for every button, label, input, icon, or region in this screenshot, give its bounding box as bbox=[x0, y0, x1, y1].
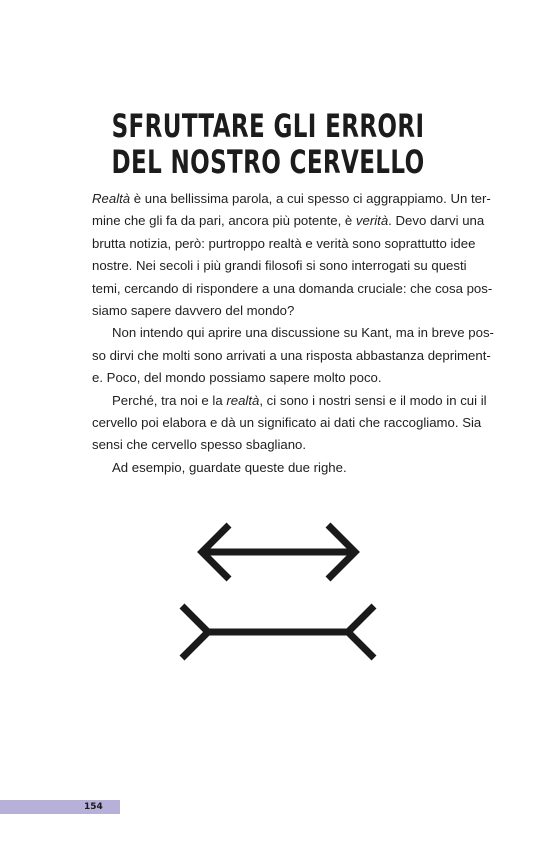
text-line: brutta notizia, però: purtroppo realtà e verità sono soprattutto idee bbox=[92, 235, 476, 251]
arrowheads-inward-line bbox=[182, 606, 374, 658]
arrowheads-outward-line bbox=[202, 525, 355, 579]
text-line: Non intendo qui aprire una discussione su Kant, ma in breve pos- bbox=[112, 325, 494, 341]
page-number: 154 bbox=[84, 802, 103, 812]
text-line: so dirvi che molti sono arrivati a una risposta abbastanza depriment- bbox=[92, 347, 491, 363]
text-line: e. Poco, del mondo possiamo sapere molto poco. bbox=[92, 370, 382, 386]
italic-term: realtà bbox=[226, 392, 260, 408]
text-line: sensi che cervello spesso sbagliano. bbox=[92, 437, 307, 453]
text-line: Perché, tra noi e la realtà, ci sono i nostri sensi e il modo in cui il bbox=[112, 392, 487, 408]
text-line: temi, cercando di rispondere a una domanda cruciale: che cosa pos- bbox=[92, 280, 493, 296]
text-line: siamo sapere davvero del mondo? bbox=[92, 302, 295, 318]
italic-term: Realtà bbox=[92, 191, 131, 206]
paragraph-3 bbox=[92, 390, 487, 457]
paragraph-4 bbox=[92, 457, 464, 479]
muller-lyer-illusion-icon bbox=[170, 515, 380, 665]
chapter-title-line-1: SFRUTTARE GLI ERRORI bbox=[111, 107, 425, 145]
body-text bbox=[92, 188, 494, 479]
chapter-title bbox=[75, 108, 461, 180]
text-line: Realtà è una bellissima parola, a cui spesso ci aggrappiamo. Un ter- bbox=[92, 191, 491, 206]
paragraph-1 bbox=[92, 188, 493, 322]
text-line: cervello poi elabora e dà un significato ai dati che raccogliamo. Sia bbox=[92, 414, 482, 430]
text-line: nostre. Nei secoli i più grandi filosofi si sono interrogati su questi bbox=[92, 258, 467, 274]
text-line: mine che gli fa da pari, ancora più potente, è verità. Devo darvi una bbox=[92, 213, 485, 229]
text-line: Ad esempio, guardate queste due righe. bbox=[112, 459, 347, 475]
italic-term: verità bbox=[355, 213, 389, 229]
chapter-title-line-2: DEL NOSTRO CERVELLO bbox=[111, 143, 425, 181]
paragraph-2 bbox=[92, 322, 494, 389]
